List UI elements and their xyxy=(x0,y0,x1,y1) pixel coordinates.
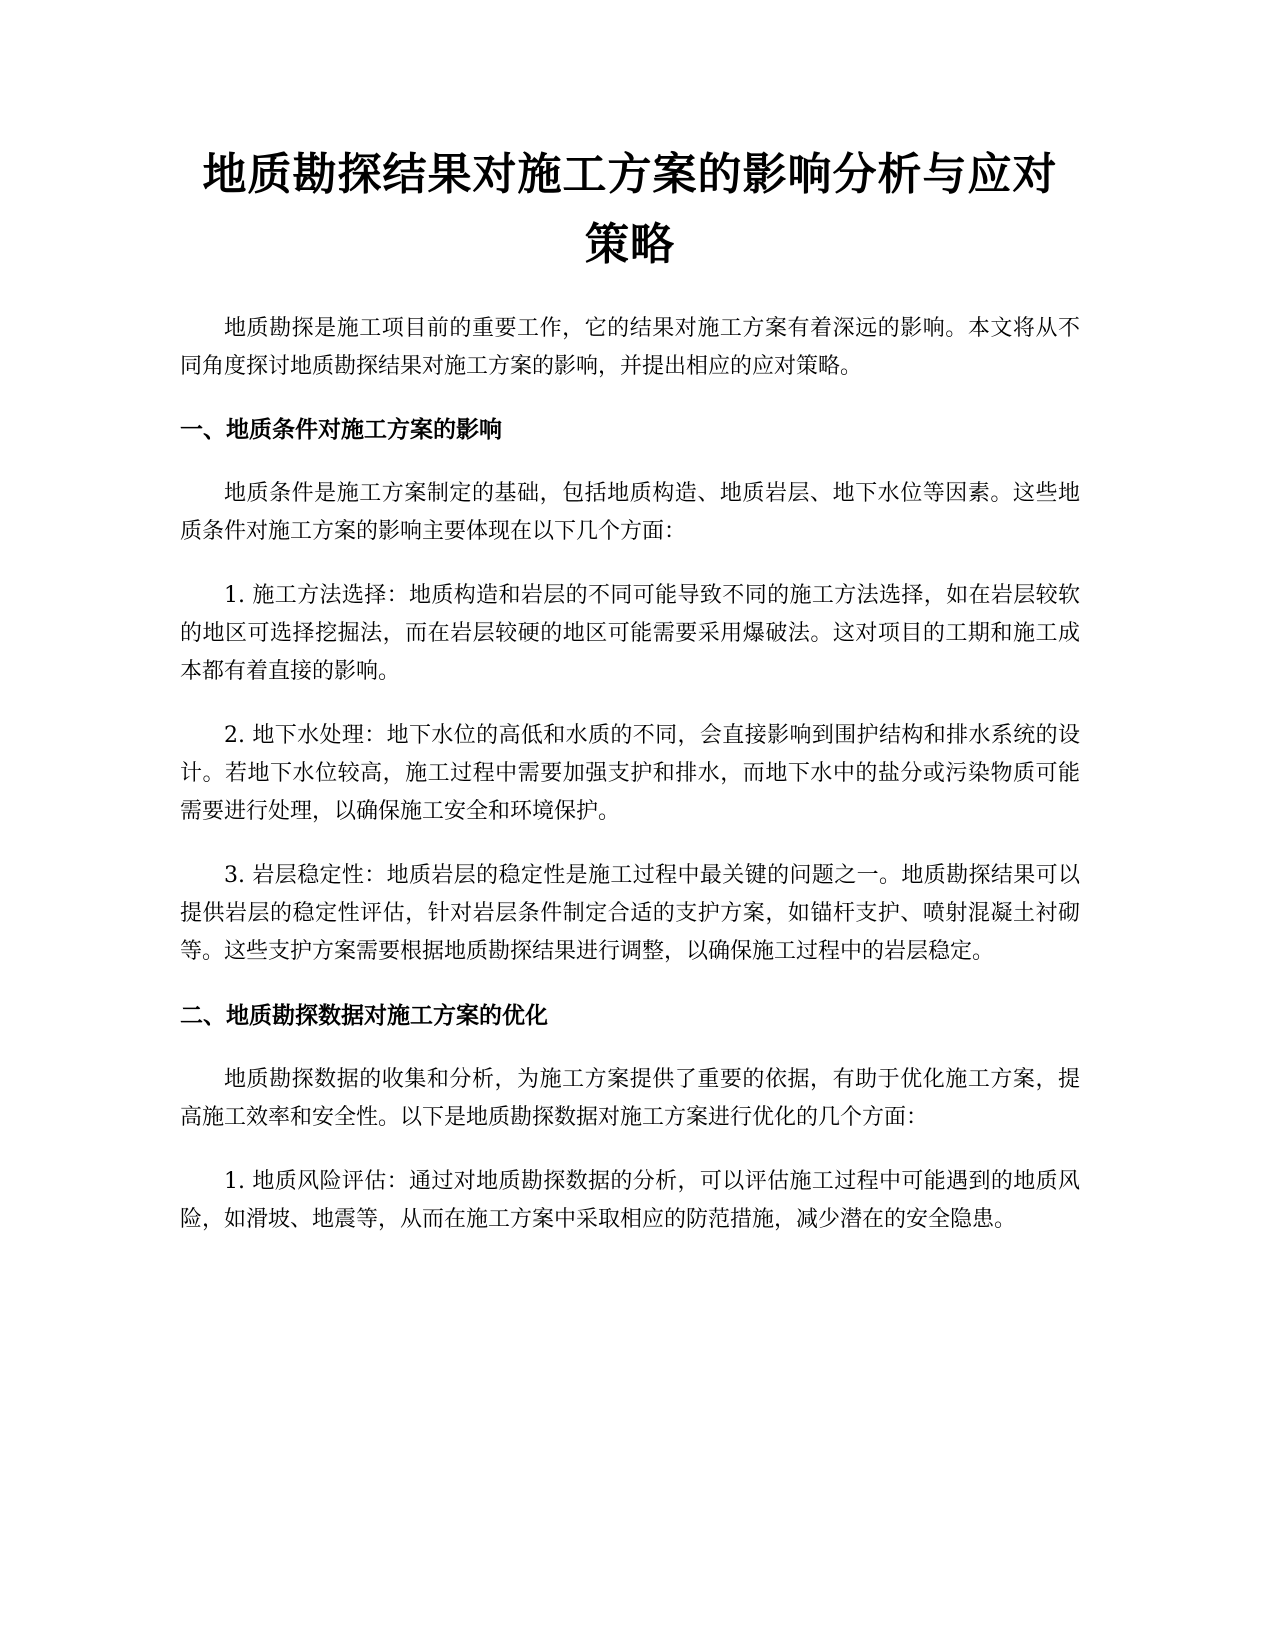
section-heading-1: 一、地质条件对施工方案的影响 xyxy=(180,417,502,443)
section-heading-2: 二、地质勘探数据对施工方案的优化 xyxy=(180,1003,548,1029)
intro-paragraph: 地质勘探是施工项目前的重要工作，它的结果对施工方案有着深远的影响。本文将从不同角度探讨地质勘探结果对施工方案的影响，并提出相应的应对策略。 xyxy=(180,316,1080,379)
section-1-item-2: 2. 地下水处理：地下水位的高低和水质的不同，会直接影响到围护结构和排水系统的设计。若地下水位较高，施工过程中需要加强支护和排水，而地下水中的盐分或污染物质可能需要进行处理，以确保施工安全和环境保护。 xyxy=(180,723,1080,824)
title-line-2: 策略 xyxy=(585,219,675,270)
section-1-item-1: 1. 施工方法选择：地质构造和岩层的不同可能导致不同的施工方法选择，如在岩层较软的地区可选择挖掘法，而在岩层较硬的地区可能需要采用爆破法。这对项目的工期和施工成本都有着直接的影响。 xyxy=(180,583,1080,684)
section-2-lead: 地质勘探数据的收集和分析，为施工方案提供了重要的依据，有助于优化施工方案，提高施工效率和安全性。以下是地质勘探数据对施工方案进行优化的几个方面： xyxy=(180,1067,1080,1130)
section-1-item-3: 3. 岩层稳定性：地质岩层的稳定性是施工过程中最关键的问题之一。地质勘探结果可以提供岩层的稳定性评估，针对岩层条件制定合适的支护方案，如锚杆支护、喷射混凝土衬砌等。这些支护方案需要根据地质勘探结果进行调整，以确保施工过程中的岩层稳定。 xyxy=(180,863,1080,964)
section-1-lead: 地质条件是施工方案制定的基础，包括地质构造、地质岩层、地下水位等因素。这些地质条件对施工方案的影响主要体现在以下几个方面： xyxy=(180,481,1080,544)
section-2-item-1: 1. 地质风险评估：通过对地质勘探数据的分析，可以评估施工过程中可能遇到的地质风险，如滑坡、地震等，从而在施工方案中采取相应的防范措施，减少潜在的安全隐患。 xyxy=(180,1169,1080,1232)
title-line-1: 地质勘探结果对施工方案的影响分析与应对 xyxy=(202,149,1058,200)
document-page xyxy=(180,140,1080,1239)
document-title xyxy=(180,140,1080,280)
